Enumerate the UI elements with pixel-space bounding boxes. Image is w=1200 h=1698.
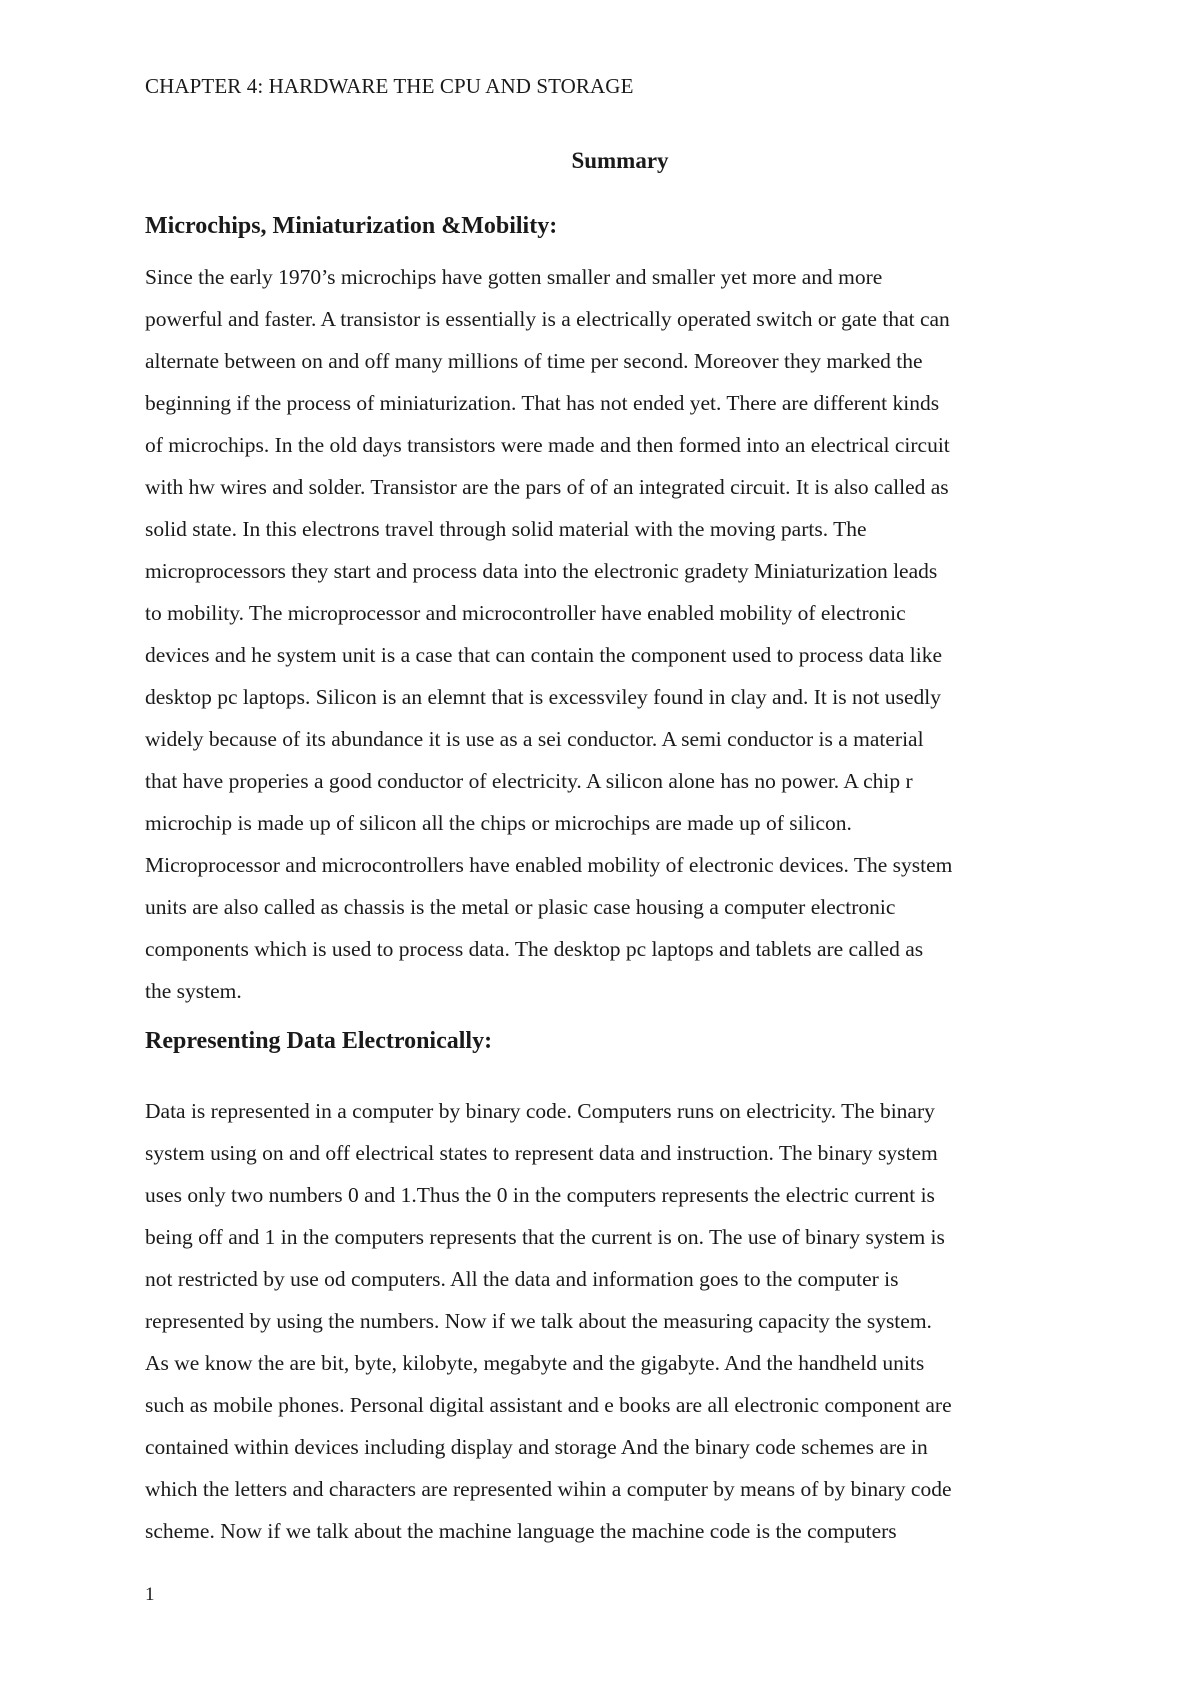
text-line: solid state. In this electrons travel through solid material with the moving parts. The [145, 517, 867, 541]
text-line: with hw wires and solder. Transistor are the pars of of an integrated circuit. It is also called as [145, 475, 949, 499]
text-line: microchip is made up of silicon all the chips or microchips are made up of silicon. [145, 811, 852, 835]
text-line: being off and 1 in the computers represents that the current is on. The use of binary system is [145, 1225, 945, 1249]
text-line: Since the early 1970’s microchips have gotten smaller and smaller yet more and more [145, 265, 883, 289]
text-line: devices and he system unit is a case that can contain the component used to process data like [145, 643, 943, 667]
text-line: alternate between on and off many millions of time per second. Moreover they marked the [145, 349, 923, 373]
text-line: uses only two numbers 0 and 1.Thus the 0 in the computers represents the electric current is [145, 1183, 935, 1207]
text-line: microprocessors they start and process data into the electronic gradety Miniaturization leads [145, 559, 938, 583]
text-line: units are also called as chassis is the metal or plasic case housing a computer electronic [145, 895, 896, 919]
text-line: Data is represented in a computer by binary code. Computers runs on electricity. The binary [145, 1099, 935, 1123]
text-line: beginning if the process of miniaturization. That has not ended yet. There are different kinds [145, 391, 940, 415]
text-line: such as mobile phones. Personal digital assistant and e books are all electronic component are [145, 1393, 952, 1417]
text-line: powerful and faster. A transistor is essentially is a electrically operated switch or gate that can [145, 307, 950, 331]
text-line: system using on and off electrical states to represent data and instruction. The binary system [145, 1141, 938, 1165]
summary-title: Summary [571, 148, 669, 173]
section-body-microchips [145, 256, 1065, 1012]
text-line: desktop pc laptops. Silicon is an elemnt that is excessviley found in clay and. It is not usedly [145, 685, 941, 709]
text-line: represented by using the numbers. Now if we talk about the measuring capacity the system. [145, 1309, 932, 1333]
section-body-representing-data [145, 1090, 1065, 1552]
text-line: the system. [145, 979, 242, 1003]
text-line: that have properies a good conductor of electricity. A silicon alone has no power. A chip r [145, 769, 913, 793]
text-line: components which is used to process data. The desktop pc laptops and tablets are called as [145, 937, 924, 961]
text-line: widely because of its abundance it is use as a sei conductor. A semi conductor is a material [145, 727, 924, 751]
text-line: which the letters and characters are represented wihin a computer by means of by binary code [145, 1477, 952, 1501]
section-heading-microchips: Microchips, Miniaturization &Mobility: [145, 213, 558, 239]
text-line: scheme. Now if we talk about the machine language the machine code is the computers [145, 1519, 897, 1543]
text-line: Microprocessor and microcontrollers have enabled mobility of electronic devices. The system [145, 853, 953, 877]
text-line: not restricted by use od computers. All the data and information goes to the computer is [145, 1267, 899, 1291]
text-line: of microchips. In the old days transistors were made and then formed into an electrical circuit [145, 433, 950, 457]
chapter-title: CHAPTER 4: HARDWARE THE CPU AND STORAGE [145, 74, 634, 98]
text-line: to mobility. The microprocessor and microcontroller have enabled mobility of electronic [145, 601, 906, 625]
section-heading-representing-data: Representing Data Electronically: [145, 1028, 493, 1054]
page-number: 1 [145, 1584, 155, 1605]
text-line: As we know the are bit, byte, kilobyte, megabyte and the gigabyte. And the handheld units [145, 1351, 925, 1375]
text-line: contained within devices including display and storage And the binary code schemes are in [145, 1435, 928, 1459]
